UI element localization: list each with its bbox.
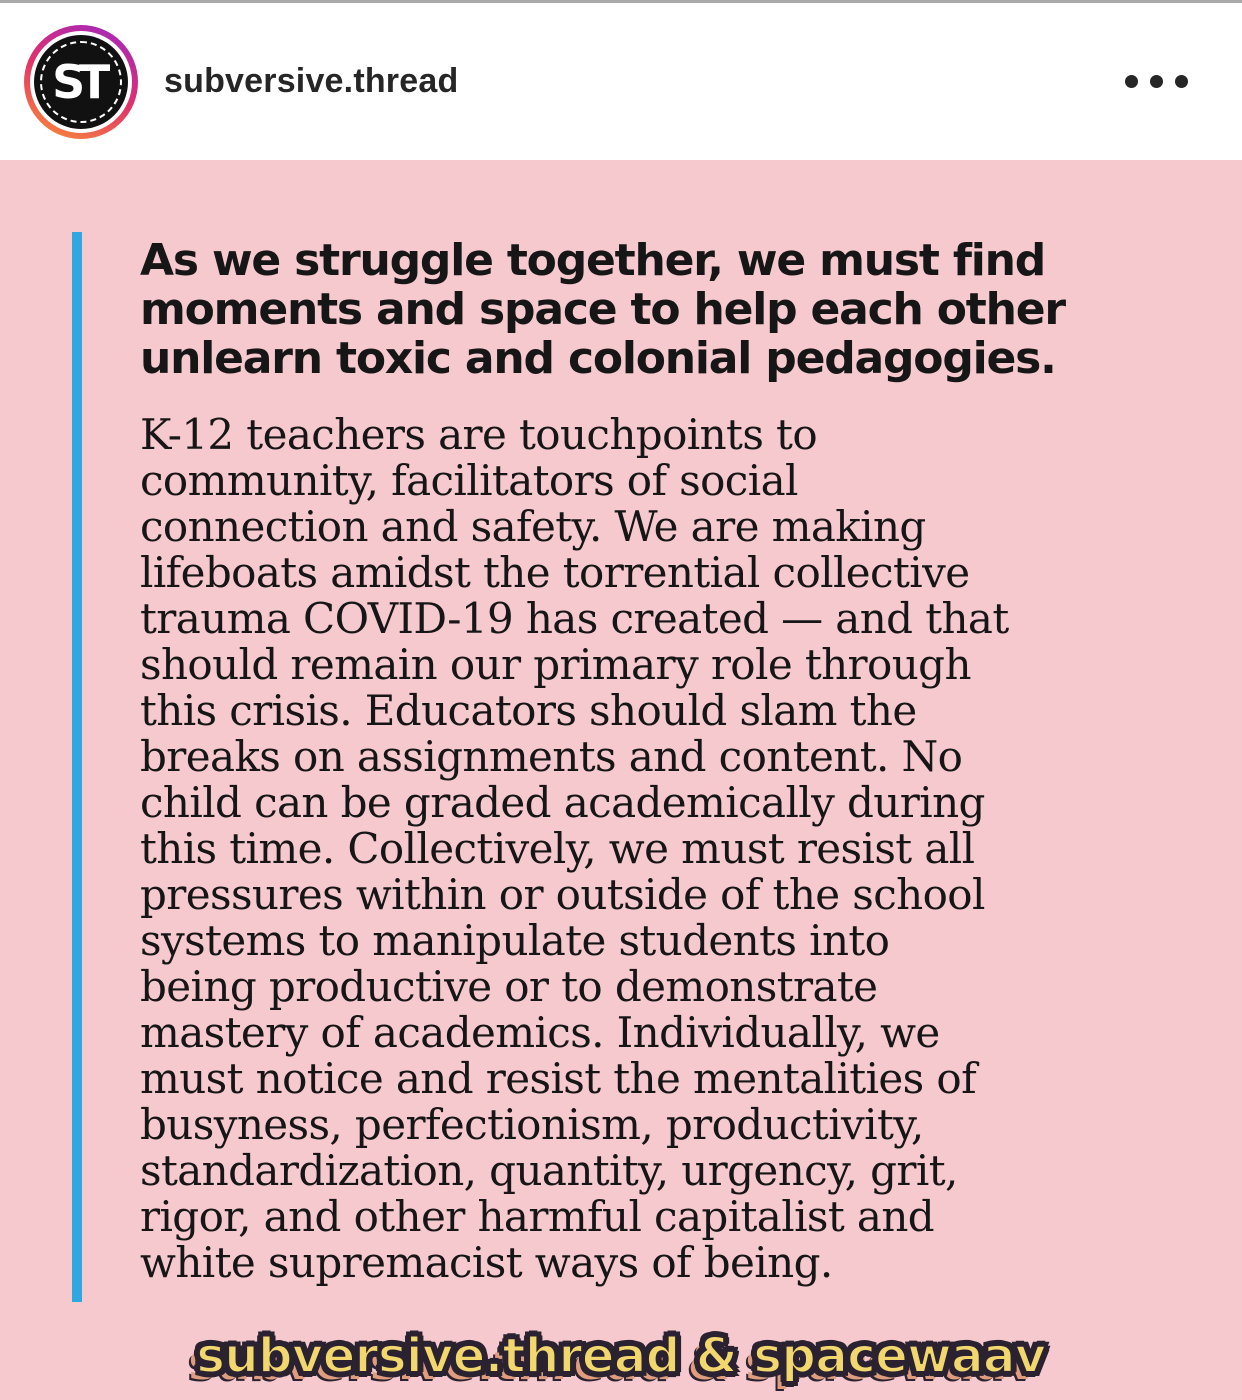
body-line: lifeboats amidst the torrential collective: [140, 548, 970, 597]
post-image[interactable]: [0, 160, 1242, 1400]
more-options-icon: [1125, 75, 1138, 88]
body-line: white supremacist ways of being.: [140, 1238, 833, 1287]
body-line: systems to manipulate students into: [140, 916, 890, 965]
avatar-logo: [34, 35, 128, 129]
avatar-ring-gap: [30, 31, 132, 133]
body-line: rigor, and other harmful capitalist and: [140, 1192, 935, 1241]
post-headline: [140, 236, 1200, 383]
headline-line: As we struggle together, we must find: [140, 235, 1046, 286]
accent-bar: [72, 232, 82, 1302]
avatar-stitch-border: [40, 41, 122, 123]
body-line: K-12 teachers are touchpoints to: [140, 410, 817, 459]
more-options-button[interactable]: [1115, 65, 1198, 98]
avatar[interactable]: [24, 25, 138, 139]
body-line: should remain our primary role through: [140, 640, 971, 689]
username-link[interactable]: subversive.thread: [164, 62, 459, 100]
body-line: this time. Collectively, we must resist all: [140, 824, 975, 873]
body-line: community, facilitators of social: [140, 456, 798, 505]
more-options-icon: [1150, 75, 1163, 88]
post-header: [0, 3, 1242, 160]
body-line: connection and safety. We are making: [140, 502, 926, 551]
body-line: busyness, perfectionism, productivity,: [140, 1100, 924, 1149]
body-line: must notice and resist the mentalities of: [140, 1054, 977, 1103]
body-line: mastery of academics. Individually, we: [140, 1008, 940, 1057]
avatar-monogram: ST: [52, 54, 104, 109]
post-body: [140, 412, 1220, 1286]
body-line: child can be graded academically during: [140, 778, 985, 827]
headline-line: unlearn toxic and colonial pedagogies.: [140, 333, 1056, 384]
body-line: standardization, quantity, urgency, grit,: [140, 1146, 958, 1195]
body-line: being productive or to demonstrate: [140, 962, 878, 1011]
body-line: this crisis. Educators should slam the: [140, 686, 917, 735]
body-line: pressures within or outside of the school: [140, 870, 985, 919]
credit-text: subversive.thread & spacewaav: [196, 1328, 1046, 1384]
body-line: trauma COVID-19 has created — and that: [140, 594, 1009, 643]
headline-line: moments and space to help each other: [140, 284, 1065, 335]
body-line: breaks on assignments and content. No: [140, 732, 963, 781]
more-options-icon: [1175, 75, 1188, 88]
